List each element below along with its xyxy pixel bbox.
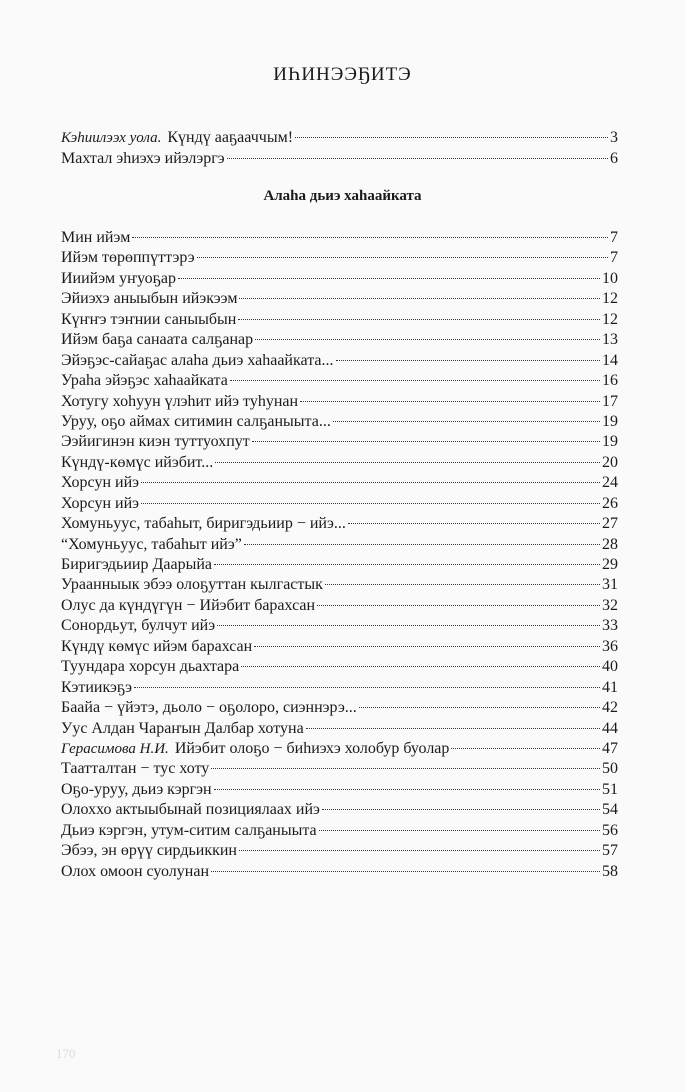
toc-entry-title: Биригэдьиир Даарыйа <box>61 556 213 573</box>
toc-entry <box>61 453 618 473</box>
toc-entry <box>61 821 618 841</box>
dot-leader <box>211 871 600 872</box>
toc-entry-title: Таатталтан − тус хоту <box>61 760 210 778</box>
toc-entry-title: Ураанныык эбээ олоҕуттан кылгастык <box>61 576 323 594</box>
toc-entry <box>61 535 618 555</box>
toc-entry-title: Оҕо-уруу, дьиэ кэргэн <box>61 780 212 798</box>
toc-entry <box>61 127 618 148</box>
toc-entry-title: Эбээ, эн өрүү сирдьиккин <box>61 842 237 860</box>
toc-entry-page-number: 57 <box>602 842 618 860</box>
toc-entry <box>61 310 618 330</box>
toc-entry <box>61 596 618 616</box>
toc-entry <box>61 841 618 861</box>
toc-entry <box>61 780 618 800</box>
toc-entry-page-number: 3 <box>610 129 618 146</box>
toc-entry-page-number: 7 <box>610 229 618 246</box>
toc-entry <box>61 269 618 289</box>
toc-entry-page-number: 14 <box>602 351 618 369</box>
dot-leader <box>215 462 600 463</box>
toc-entry-page-number: 12 <box>602 310 618 328</box>
toc-entry <box>61 739 618 759</box>
toc-entry-page-number: 27 <box>602 515 618 533</box>
toc-entry-title: Күндү көмүс ийэм барахсан <box>61 637 253 655</box>
toc-entry-page-number: 36 <box>602 637 618 655</box>
toc-entry-title: Ураһа эйэҕэс хаһаайката <box>61 372 228 390</box>
toc-entry-title: Ийэм төрөппүттэрэ <box>61 249 195 267</box>
toc-entry-page-number: 16 <box>602 372 618 390</box>
toc-entry-title: Күндү-көмүс ийэбит... <box>61 453 214 471</box>
toc-entry-title: “Хомуньуус, табаһыт ийэ” <box>61 535 242 553</box>
toc-entry-page-number: 42 <box>602 699 618 717</box>
toc-entry <box>61 800 618 820</box>
dot-leader <box>319 830 600 831</box>
section-heading: Алаһа дьиэ хаһаайката <box>263 188 422 204</box>
toc-entry <box>61 351 618 371</box>
toc-entry-title: Эйэҕэс-сайаҕас алаһа дьиэ хаһаайката... <box>61 351 334 369</box>
toc-entry-page-number: 31 <box>602 576 618 594</box>
toc-entry-author: Кэһиилээх уола. <box>61 130 162 146</box>
dot-leader <box>300 401 600 402</box>
toc-entry <box>61 228 618 248</box>
toc-entry-title: Олох омоон суолунан <box>61 862 210 880</box>
dot-leader <box>214 789 600 790</box>
toc-list <box>61 228 618 882</box>
toc-entry-page-number: 20 <box>602 453 618 471</box>
toc-entry-page-number: 26 <box>602 494 618 512</box>
dot-leader <box>217 625 600 626</box>
toc-entry <box>61 616 618 636</box>
toc-entry-page-number: 17 <box>602 392 618 410</box>
toc-entry-page-number: 56 <box>602 821 618 839</box>
toc-entry-title: Олус да күндүгүн − Ийэбит барахсан <box>61 596 316 614</box>
toc-entry-title: Туундара хорсун дьахтара <box>61 658 240 676</box>
toc-entry <box>61 392 618 412</box>
page-number: 170 <box>56 1046 76 1061</box>
dot-leader <box>306 728 600 729</box>
dot-leader <box>333 421 600 422</box>
toc-entry-page-number: 29 <box>602 556 618 573</box>
toc-entry-page-number: 33 <box>602 617 618 635</box>
toc-entry-title: Ийэм баҕа санаата салҕанар <box>61 331 254 349</box>
toc-entry-title: Күндү ааҕааччым! <box>167 129 294 146</box>
toc-entry <box>61 637 618 657</box>
toc-entry-page-number: 13 <box>602 331 618 349</box>
dot-leader <box>325 584 600 585</box>
toc-entry-title: Хорсун ийэ <box>61 474 139 492</box>
dot-leader <box>211 768 600 769</box>
dot-leader <box>141 503 600 504</box>
dot-leader <box>336 360 601 361</box>
dot-leader <box>255 339 600 340</box>
dot-leader <box>238 319 600 320</box>
dot-leader <box>197 257 608 258</box>
toc-entry <box>61 575 618 595</box>
toc-entry-title: Хорсун ийэ <box>61 494 139 512</box>
toc-intro-list <box>61 127 618 169</box>
dot-leader <box>252 441 600 442</box>
toc-entry <box>61 759 618 779</box>
toc-entry <box>61 412 618 432</box>
toc-entry <box>61 473 618 493</box>
dot-leader <box>239 850 600 851</box>
dot-leader <box>317 605 600 606</box>
toc-entry <box>61 148 618 169</box>
toc-entry <box>61 698 618 718</box>
dot-leader <box>295 137 608 138</box>
toc-entry <box>61 555 618 575</box>
toc-entry <box>61 514 618 534</box>
toc-entry-title: Баайа − үйэтэ, дьоло − оҕолоро, сиэннэрэ... <box>61 699 357 717</box>
toc-entry-title: Сонордьут, булчут ийэ <box>61 617 216 635</box>
toc-entry-page-number: 19 <box>602 412 618 430</box>
dot-leader <box>227 158 608 159</box>
toc-entry-title: Ээйигинэн киэн туттуохпут <box>61 433 250 451</box>
toc-entry-title: Кэтиикэҕэ <box>61 678 132 696</box>
toc-entry-title: Мин ийэм <box>61 229 131 246</box>
toc-entry <box>61 289 618 309</box>
toc-entry-page-number: 6 <box>610 150 618 167</box>
toc-entry-title: Күҥҥэ тэҥнии саныыбын <box>61 310 237 328</box>
toc-entry <box>61 494 618 514</box>
toc-entry-page-number: 58 <box>602 862 618 880</box>
toc-entry-title: Ийэбит олоҕо − биһиэхэ холобур буолар <box>174 739 450 757</box>
toc-entry-page-number: 47 <box>602 739 618 757</box>
toc-entry-title: Уруу, оҕо аймах ситимин салҕаныыта... <box>61 412 331 430</box>
toc-entry-author: Герасимова Н.И. <box>61 740 169 757</box>
toc-entry-title: Олоххо актыыбынай позициялаах ийэ <box>61 801 320 819</box>
dot-leader <box>141 482 600 483</box>
toc-entry-title: Хотугу хоһуун үлэһит ийэ туһунан <box>61 392 299 410</box>
toc-entry <box>61 678 618 698</box>
dot-leader <box>451 748 600 749</box>
toc-entry <box>61 719 618 739</box>
toc-entry-title: Махтал эһиэхэ ийэлэргэ <box>61 150 225 167</box>
toc-entry <box>61 330 618 350</box>
toc-entry-page-number: 19 <box>602 433 618 451</box>
toc-entry <box>61 248 618 268</box>
toc-entry-page-number: 12 <box>602 290 618 308</box>
dot-leader <box>322 809 600 810</box>
toc-entry-title: Хомуньуус, табаһыт, биригэдьиир − ийэ... <box>61 515 346 533</box>
toc-entry-page-number: 41 <box>602 678 618 696</box>
dot-leader <box>132 237 608 238</box>
toc-entry <box>61 862 618 882</box>
dot-leader <box>254 646 600 647</box>
dot-leader <box>239 298 600 299</box>
toc-entry-page-number: 28 <box>602 535 618 553</box>
toc-entry-page-number: 50 <box>602 760 618 778</box>
toc-entry-title: Уус Алдан Чараҥын Далбар хотуна <box>61 719 304 737</box>
dot-leader <box>359 707 600 708</box>
toc-entry-page-number: 32 <box>602 596 618 614</box>
toc-entry <box>61 432 618 452</box>
toc-entry-page-number: 44 <box>602 719 618 737</box>
toc-entry-page-number: 24 <box>602 474 618 492</box>
toc-entry-page-number: 54 <box>602 801 618 819</box>
toc-entry-title: Эйиэхэ аныыбын ийэкээм <box>61 290 238 308</box>
toc-entry-title: Дьиэ кэргэн, утум-ситим салҕаныыта <box>61 821 317 839</box>
dot-leader <box>134 687 600 688</box>
dot-leader <box>348 523 600 524</box>
toc-entry-page-number: 40 <box>602 658 618 676</box>
toc-entry <box>61 371 618 391</box>
dot-leader <box>230 380 600 381</box>
dot-leader <box>214 564 600 565</box>
toc-entry-page-number: 51 <box>602 780 618 798</box>
dot-leader <box>241 666 600 667</box>
dot-leader <box>178 278 600 279</box>
toc-entry <box>61 657 618 677</box>
page-title: ИҺИНЭЭҔИТЭ <box>273 64 412 85</box>
toc-entry-page-number: 7 <box>610 249 618 267</box>
toc-entry-title: Ииийэм уҥуоҕар <box>61 269 177 287</box>
dot-leader <box>244 544 600 545</box>
toc-entry-page-number: 10 <box>602 269 618 287</box>
